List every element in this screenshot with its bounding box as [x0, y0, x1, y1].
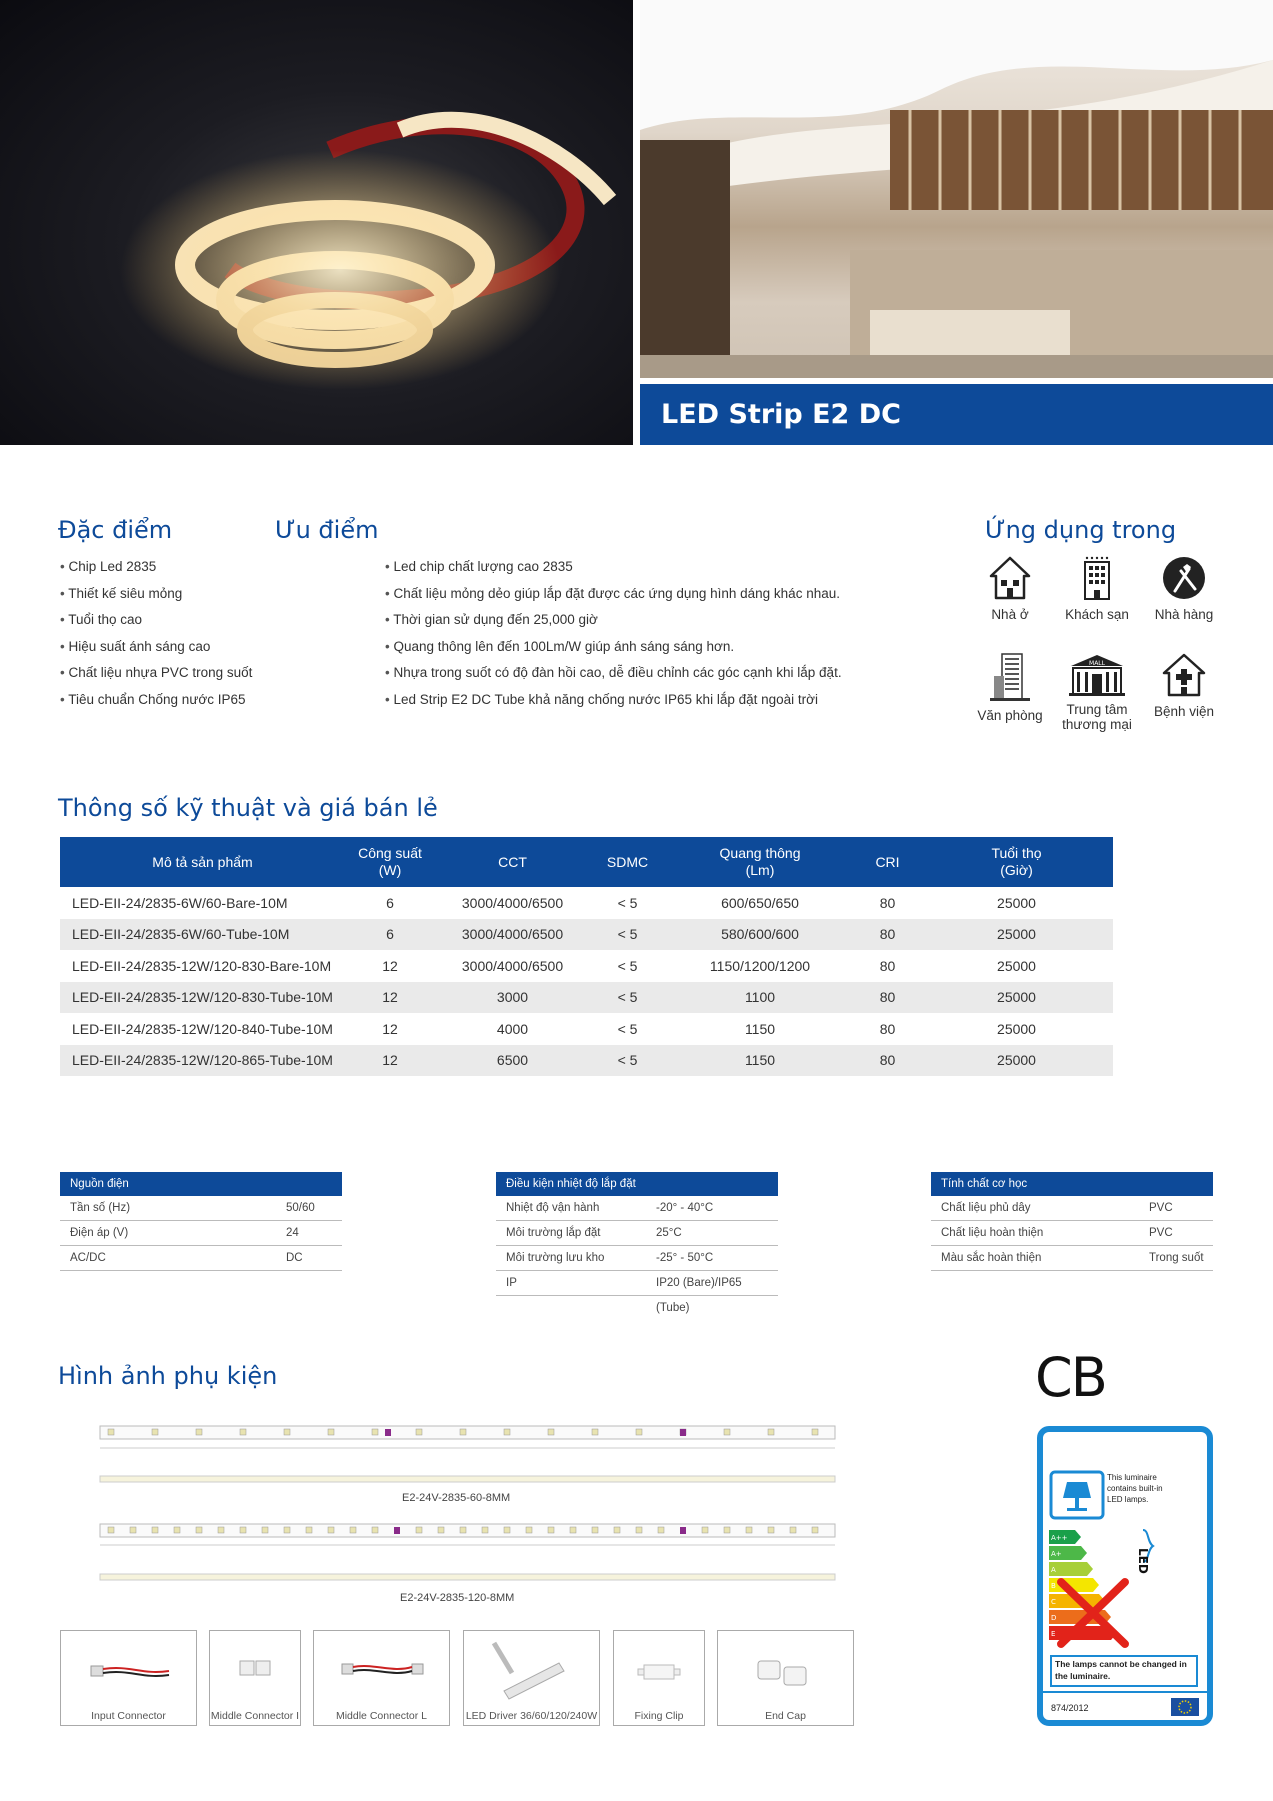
- spec-table: [60, 837, 1113, 1076]
- table-row: LED-EII-24/2835-6W/60-Bare-10M 6 3000/4000/6500 < 5 600/650/650 80 25000: [72, 894, 1036, 911]
- accessory-label: Middle Connector I: [210, 1710, 300, 1722]
- col-header: SDMC: [590, 837, 665, 887]
- class-label: A+: [1051, 1550, 1062, 1558]
- restaurant-icon: [1161, 555, 1207, 601]
- temperature-heading: Điều kiện nhiệt độ lắp đặt: [496, 1172, 778, 1196]
- table-row: LED-EII-24/2835-12W/120-865-Tube-10M 12 6500 < 5 1150 80 25000: [60, 1045, 1113, 1077]
- mechanical-heading: Tính chất cơ học: [931, 1172, 1213, 1196]
- class-label: A++: [1051, 1534, 1068, 1542]
- power-table: [60, 1172, 342, 1271]
- house-icon: [988, 555, 1032, 601]
- class-label: A: [1051, 1566, 1056, 1574]
- advantages-list: [385, 554, 842, 713]
- accessory-item: [717, 1630, 854, 1726]
- cb-mark: CB: [1035, 1346, 1106, 1409]
- col-header: CCT: [435, 837, 590, 887]
- class-label: B: [1051, 1582, 1056, 1590]
- table-header-row: [60, 837, 1113, 887]
- end-cap-icon: [718, 1631, 855, 1701]
- accessory-label: LED Driver 36/60/120/240W: [465, 1710, 598, 1722]
- app-item: [960, 652, 1060, 723]
- product-title: LED Strip E2 DC: [640, 384, 1273, 445]
- list-item: • Thiết kế siêu mỏng: [60, 581, 252, 608]
- led-letters: LED: [1136, 1548, 1150, 1574]
- class-label: C: [1051, 1598, 1056, 1606]
- class-label: E: [1051, 1630, 1056, 1638]
- app-label: Bệnh viện: [1153, 704, 1215, 719]
- drawing-label: E2-24V-2835-60-8MM: [402, 1492, 511, 1504]
- table-row: Môi trường lưu kho -25° - 50°C: [496, 1246, 778, 1271]
- accessory-label: Middle Connector L: [335, 1710, 428, 1722]
- list-item: • Led Strip E2 DC Tube khả năng chống nước IP65 khi lắp đặt ngoài trời: [385, 687, 842, 714]
- col-header: Quang thông (Lm): [665, 837, 855, 887]
- app-label: Trung tâm thương mại: [1062, 702, 1132, 732]
- input-connector-icon: [61, 1631, 198, 1701]
- advantages-heading: Ưu điểm: [275, 516, 379, 544]
- accessory-label: Fixing Clip: [634, 1710, 684, 1722]
- list-item: • Hiệu suất ánh sáng cao: [60, 634, 252, 661]
- features-list: [60, 554, 252, 713]
- eu-flag-icon: [1171, 1698, 1199, 1716]
- mall-sign: MALL: [1089, 660, 1105, 667]
- table-row: Màu sắc hoàn thiện Trong suốt: [931, 1246, 1213, 1271]
- strip-drawing-120: [60, 1518, 860, 1590]
- temperature-table: [496, 1172, 778, 1314]
- col-header: Mô tả sản phẩm: [60, 837, 345, 887]
- applications-grid: [960, 555, 1260, 755]
- mechanical-table: [931, 1172, 1213, 1271]
- hotel-icon: [1075, 555, 1119, 601]
- list-item: • Tuổi thọ cao: [60, 607, 252, 634]
- energy-text: This luminaire contains built-in LED lamps.: [1107, 1473, 1163, 1504]
- table-row: Môi trường lắp đặt 25°C: [496, 1221, 778, 1246]
- strip-drawing-60: [60, 1418, 860, 1488]
- app-label: Văn phòng: [977, 708, 1043, 723]
- table-row: Tần số (Hz) 50/60: [60, 1196, 342, 1221]
- list-item: • Quang thông lên đến 100Lm/W giúp ánh sáng sáng hơn.: [385, 634, 842, 661]
- applications-heading: Ứng dụng trong: [985, 516, 1177, 544]
- accessory-item: [463, 1630, 600, 1726]
- table-row: LED-EII-24/2835-12W/120-830-Bare-10M 12 3000/4000/6500 < 5 1150/1200/1200 80 25000: [72, 957, 1036, 974]
- office-icon: [988, 652, 1032, 702]
- mall-icon: [1067, 652, 1127, 696]
- class-label: D: [1051, 1614, 1057, 1622]
- accessory-item: [313, 1630, 450, 1726]
- col-header: Tuổi thọ (Giờ): [920, 837, 1113, 887]
- led-driver-icon: [464, 1631, 601, 1701]
- energy-regulation: 874/2012: [1051, 1703, 1089, 1713]
- app-item: [1134, 555, 1234, 622]
- drawing-label: E2-24V-2835-120-8MM: [400, 1592, 515, 1604]
- power-heading: Nguồn điện: [60, 1172, 342, 1196]
- col-header: CRI: [855, 837, 920, 887]
- list-item: • Chất liệu mỏng dẻo giúp lắp đặt được các ứng dụng hình dáng khác nhau.: [385, 581, 842, 608]
- col-header: Công suất (W): [345, 837, 435, 887]
- middle-connector-l-icon: [314, 1631, 451, 1701]
- app-item: [960, 555, 1060, 622]
- list-item: • Nhựa trong suốt có độ đàn hồi cao, dễ điều chỉnh các góc cạnh khi lắp đặt.: [385, 660, 842, 687]
- app-label: Nhà hàng: [1154, 607, 1214, 622]
- app-item: [1047, 555, 1147, 622]
- table-row: Chất liệu phủ dây PVC: [931, 1196, 1213, 1221]
- app-item: [1134, 652, 1234, 719]
- middle-connector-i-icon: [210, 1631, 302, 1701]
- accessories-heading: Hình ảnh phụ kiện: [58, 1362, 278, 1390]
- app-item: [1047, 652, 1147, 732]
- list-item: • Led chip chất lượng cao 2835: [385, 554, 842, 581]
- accessory-label: End Cap: [765, 1710, 806, 1722]
- table-row: Điện áp (V) 24: [60, 1221, 342, 1246]
- table-row: Chất liệu hoàn thiện PVC: [931, 1221, 1213, 1246]
- table-row: AC/DC DC: [60, 1246, 342, 1271]
- led-strip-photo: [0, 0, 633, 445]
- table-row: IP IP20 (Bare)/IP65 (Tube): [496, 1271, 778, 1296]
- accessory-item: [209, 1630, 301, 1726]
- specs-heading: Thông số kỹ thuật và giá bán lẻ: [58, 794, 438, 822]
- list-item: • Thời gian sử dụng đến 25,000 giờ: [385, 607, 842, 634]
- energy-note: The lamps cannot be changed in the luminaire.: [1055, 1659, 1187, 1681]
- fixing-clip-icon: [614, 1631, 706, 1701]
- table-row: LED-EII-24/2835-6W/60-Tube-10M 6 3000/4000/6500 < 5 580/600/600 80 25000: [60, 919, 1113, 951]
- app-label: Nhà ở: [991, 607, 1029, 622]
- table-row: LED-EII-24/2835-12W/120-830-Tube-10M 12 3000 < 5 1100 80 25000: [60, 982, 1113, 1014]
- app-label: Khách sạn: [1065, 607, 1129, 622]
- list-item: • Chất liệu nhựa PVC trong suốt: [60, 660, 252, 687]
- list-item: • Chip Led 2835: [60, 554, 252, 581]
- accessory-item: [60, 1630, 197, 1726]
- features-heading: Đặc điểm: [58, 516, 173, 544]
- accessory-item: [613, 1630, 705, 1726]
- hospital-icon: [1161, 652, 1207, 698]
- lobby-photo: [640, 0, 1273, 378]
- table-row: Nhiệt độ vận hành -20° - 40°C: [496, 1196, 778, 1221]
- list-item: • Tiêu chuẩn Chống nước IP65: [60, 687, 252, 714]
- energy-label: [1037, 1426, 1213, 1726]
- table-row: LED-EII-24/2835-12W/120-840-Tube-10M 12 4000 < 5 1150 80 25000: [72, 1020, 1036, 1037]
- accessory-label: Input Connector: [91, 1710, 166, 1722]
